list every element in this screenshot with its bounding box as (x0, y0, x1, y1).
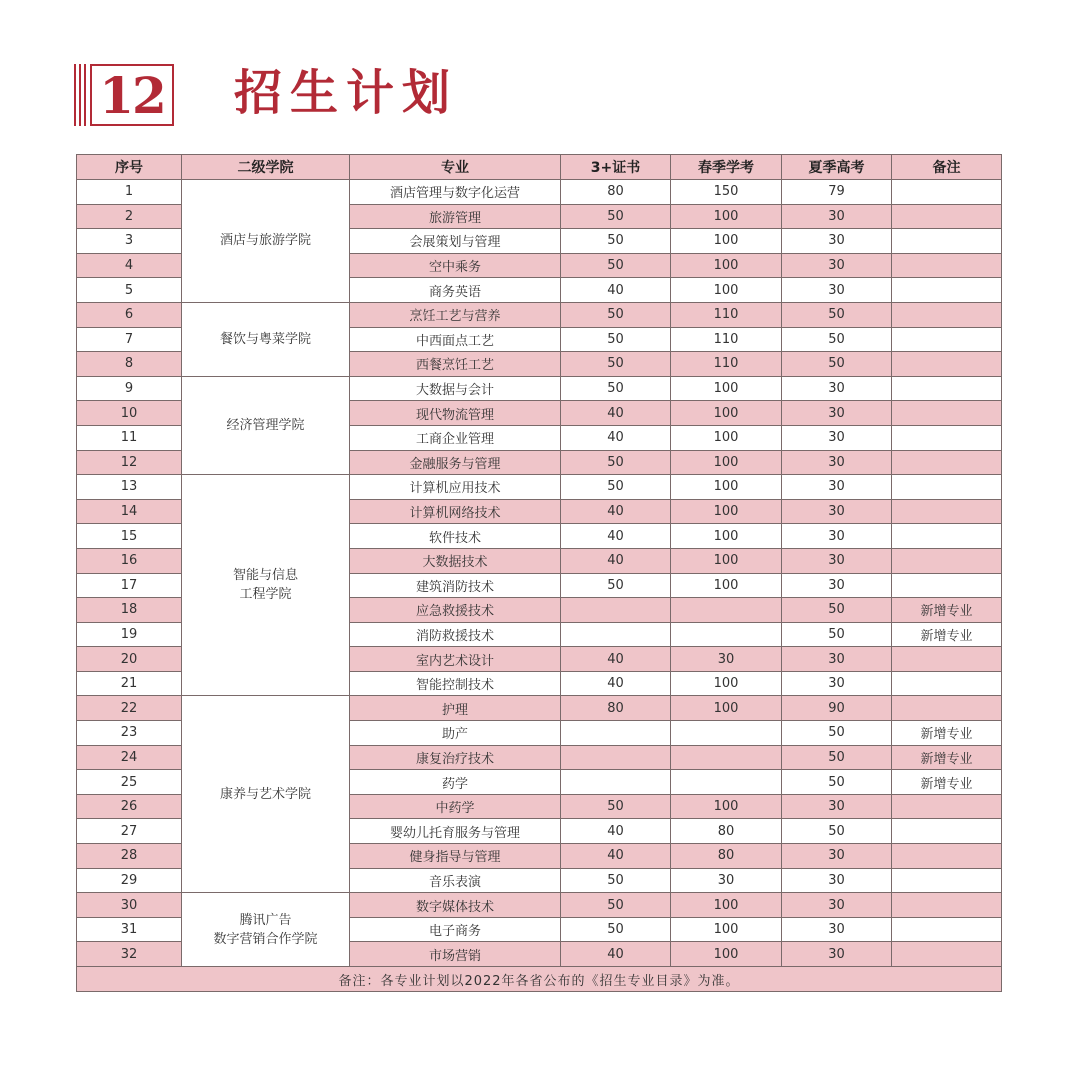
summer-exam-cell: 30 (782, 229, 892, 254)
spring-exam-cell: 100 (671, 548, 782, 573)
note-cell (892, 376, 1002, 401)
note-cell (892, 819, 1002, 844)
section-number: 12 (90, 64, 174, 126)
note-cell (892, 302, 1002, 327)
seq-cell: 22 (77, 696, 182, 721)
major-cell: 会展策划与管理 (350, 229, 561, 254)
note-cell: 新增专业 (892, 770, 1002, 795)
spring-exam-cell: 100 (671, 401, 782, 426)
spring-exam-cell: 80 (671, 819, 782, 844)
major-cell: 现代物流管理 (350, 401, 561, 426)
summer-exam-cell: 79 (782, 180, 892, 205)
spring-exam-cell: 100 (671, 893, 782, 918)
note-cell: 新增专业 (892, 622, 1002, 647)
cert-cell: 40 (561, 671, 671, 696)
table-footnote-row (77, 967, 1002, 992)
summer-exam-cell: 30 (782, 499, 892, 524)
major-cell: 应急救援技术 (350, 598, 561, 623)
spring-exam-cell: 30 (671, 647, 782, 672)
badge-stripe (84, 64, 86, 126)
summer-exam-cell: 30 (782, 573, 892, 598)
seq-cell: 6 (77, 302, 182, 327)
major-cell: 数字媒体技术 (350, 893, 561, 918)
summer-exam-cell: 50 (782, 770, 892, 795)
seq-cell: 5 (77, 278, 182, 303)
spring-exam-cell: 80 (671, 844, 782, 869)
cert-cell: 40 (561, 425, 671, 450)
summer-exam-cell: 50 (782, 302, 892, 327)
spring-exam-cell: 100 (671, 671, 782, 696)
seq-cell: 18 (77, 598, 182, 623)
seq-cell: 31 (77, 917, 182, 942)
summer-exam-cell: 30 (782, 524, 892, 549)
cert-cell (561, 721, 671, 746)
table-footnote: 备注：各专业计划以2022年各省公布的《招生专业目录》为准。 (77, 967, 1002, 992)
college-cell: 智能与信息 工程学院 (182, 475, 350, 696)
summer-exam-cell: 30 (782, 647, 892, 672)
seq-cell: 10 (77, 401, 182, 426)
spring-exam-cell: 100 (671, 499, 782, 524)
major-cell: 空中乘务 (350, 253, 561, 278)
seq-cell: 4 (77, 253, 182, 278)
summer-exam-cell: 30 (782, 868, 892, 893)
summer-exam-cell: 30 (782, 475, 892, 500)
cert-cell: 50 (561, 475, 671, 500)
note-cell (892, 425, 1002, 450)
note-cell (892, 352, 1002, 377)
major-cell: 西餐烹饪工艺 (350, 352, 561, 377)
seq-cell: 30 (77, 893, 182, 918)
column-header-spring-exam: 春季学考 (671, 155, 782, 180)
summer-exam-cell: 50 (782, 327, 892, 352)
spring-exam-cell: 30 (671, 868, 782, 893)
seq-cell: 7 (77, 327, 182, 352)
table-row (77, 180, 1002, 205)
summer-exam-cell: 50 (782, 721, 892, 746)
note-cell (892, 401, 1002, 426)
section-number-badge (74, 64, 172, 126)
spring-exam-cell (671, 721, 782, 746)
cert-cell: 50 (561, 253, 671, 278)
seq-cell: 29 (77, 868, 182, 893)
seq-cell: 28 (77, 844, 182, 869)
note-cell (892, 917, 1002, 942)
major-cell: 室内艺术设计 (350, 647, 561, 672)
summer-exam-cell: 30 (782, 942, 892, 967)
seq-cell: 32 (77, 942, 182, 967)
summer-exam-cell: 50 (782, 352, 892, 377)
cert-cell: 40 (561, 499, 671, 524)
major-cell: 消防救援技术 (350, 622, 561, 647)
seq-cell: 23 (77, 721, 182, 746)
spring-exam-cell: 100 (671, 204, 782, 229)
cert-cell: 50 (561, 302, 671, 327)
cert-cell: 50 (561, 229, 671, 254)
spring-exam-cell: 100 (671, 450, 782, 475)
summer-exam-cell: 30 (782, 450, 892, 475)
major-cell: 金融服务与管理 (350, 450, 561, 475)
summer-exam-cell: 50 (782, 745, 892, 770)
page-title: 招生计划 (234, 65, 459, 121)
table-row (77, 893, 1002, 918)
cert-cell (561, 745, 671, 770)
college-cell: 酒店与旅游学院 (182, 180, 350, 303)
seq-cell: 11 (77, 425, 182, 450)
note-cell: 新增专业 (892, 745, 1002, 770)
major-cell: 电子商务 (350, 917, 561, 942)
major-cell: 旅游管理 (350, 204, 561, 229)
note-cell: 新增专业 (892, 721, 1002, 746)
summer-exam-cell: 30 (782, 794, 892, 819)
note-cell (892, 253, 1002, 278)
cert-cell: 40 (561, 401, 671, 426)
cert-cell: 80 (561, 180, 671, 205)
seq-cell: 13 (77, 475, 182, 500)
major-cell: 软件技术 (350, 524, 561, 549)
spring-exam-cell: 100 (671, 278, 782, 303)
cert-cell: 40 (561, 844, 671, 869)
badge-stripe (79, 64, 81, 126)
cert-cell: 50 (561, 204, 671, 229)
summer-exam-cell: 30 (782, 253, 892, 278)
cert-cell: 50 (561, 327, 671, 352)
seq-cell: 16 (77, 548, 182, 573)
seq-cell: 26 (77, 794, 182, 819)
major-cell: 智能控制技术 (350, 671, 561, 696)
note-cell (892, 278, 1002, 303)
cert-cell: 50 (561, 352, 671, 377)
cert-cell: 40 (561, 942, 671, 967)
seq-cell: 20 (77, 647, 182, 672)
cert-cell: 50 (561, 917, 671, 942)
note-cell (892, 548, 1002, 573)
major-cell: 建筑消防技术 (350, 573, 561, 598)
summer-exam-cell: 50 (782, 622, 892, 647)
major-cell: 大数据与会计 (350, 376, 561, 401)
spring-exam-cell: 100 (671, 917, 782, 942)
note-cell (892, 573, 1002, 598)
summer-exam-cell: 30 (782, 893, 892, 918)
table-row (77, 302, 1002, 327)
note-cell (892, 844, 1002, 869)
note-cell (892, 942, 1002, 967)
note-cell (892, 893, 1002, 918)
spring-exam-cell: 100 (671, 696, 782, 721)
spring-exam-cell: 100 (671, 475, 782, 500)
cert-cell: 40 (561, 278, 671, 303)
cert-cell: 40 (561, 647, 671, 672)
major-cell: 计算机应用技术 (350, 475, 561, 500)
major-cell: 音乐表演 (350, 868, 561, 893)
spring-exam-cell: 100 (671, 425, 782, 450)
column-header-note: 备注 (892, 155, 1002, 180)
column-header-summer-exam: 夏季高考 (782, 155, 892, 180)
major-cell: 大数据技术 (350, 548, 561, 573)
seq-cell: 21 (77, 671, 182, 696)
summer-exam-cell: 30 (782, 844, 892, 869)
spring-exam-cell: 110 (671, 327, 782, 352)
major-cell: 商务英语 (350, 278, 561, 303)
enrollment-plan-table (76, 154, 1002, 992)
cert-cell: 40 (561, 548, 671, 573)
major-cell: 药学 (350, 770, 561, 795)
note-cell (892, 229, 1002, 254)
note-cell: 新增专业 (892, 598, 1002, 623)
seq-cell: 2 (77, 204, 182, 229)
note-cell (892, 180, 1002, 205)
cert-cell: 80 (561, 696, 671, 721)
table-row (77, 475, 1002, 500)
summer-exam-cell: 30 (782, 917, 892, 942)
note-cell (892, 794, 1002, 819)
note-cell (892, 868, 1002, 893)
note-cell (892, 647, 1002, 672)
note-cell (892, 450, 1002, 475)
spring-exam-cell: 110 (671, 302, 782, 327)
seq-cell: 15 (77, 524, 182, 549)
summer-exam-cell: 30 (782, 204, 892, 229)
badge-stripe (74, 64, 76, 126)
spring-exam-cell: 100 (671, 524, 782, 549)
summer-exam-cell: 30 (782, 376, 892, 401)
major-cell: 护理 (350, 696, 561, 721)
spring-exam-cell (671, 770, 782, 795)
note-cell (892, 671, 1002, 696)
spring-exam-cell: 110 (671, 352, 782, 377)
seq-cell: 24 (77, 745, 182, 770)
college-cell: 餐饮与粤菜学院 (182, 302, 350, 376)
major-cell: 烹饪工艺与营养 (350, 302, 561, 327)
note-cell (892, 524, 1002, 549)
cert-cell (561, 770, 671, 795)
college-cell: 经济管理学院 (182, 376, 350, 474)
seq-cell: 17 (77, 573, 182, 598)
note-cell (892, 499, 1002, 524)
spring-exam-cell (671, 745, 782, 770)
summer-exam-cell: 50 (782, 598, 892, 623)
cert-cell: 50 (561, 794, 671, 819)
major-cell: 市场营销 (350, 942, 561, 967)
spring-exam-cell: 100 (671, 573, 782, 598)
seq-cell: 27 (77, 819, 182, 844)
cert-cell: 50 (561, 573, 671, 598)
major-cell: 工商企业管理 (350, 425, 561, 450)
table-row (77, 376, 1002, 401)
note-cell (892, 696, 1002, 721)
table-header-row (77, 155, 1002, 180)
major-cell: 计算机网络技术 (350, 499, 561, 524)
cert-cell: 50 (561, 868, 671, 893)
college-cell: 腾讯广告 数字营销合作学院 (182, 893, 350, 967)
major-cell: 康复治疗技术 (350, 745, 561, 770)
note-cell (892, 475, 1002, 500)
spring-exam-cell: 100 (671, 794, 782, 819)
spring-exam-cell: 100 (671, 229, 782, 254)
seq-cell: 1 (77, 180, 182, 205)
column-header-college: 二级学院 (182, 155, 350, 180)
column-header-seq: 序号 (77, 155, 182, 180)
seq-cell: 8 (77, 352, 182, 377)
cert-cell: 40 (561, 819, 671, 844)
college-cell: 康养与艺术学院 (182, 696, 350, 893)
summer-exam-cell: 30 (782, 548, 892, 573)
summer-exam-cell: 30 (782, 278, 892, 303)
note-cell (892, 204, 1002, 229)
spring-exam-cell (671, 598, 782, 623)
summer-exam-cell: 30 (782, 401, 892, 426)
cert-cell: 50 (561, 450, 671, 475)
major-cell: 酒店管理与数字化运营 (350, 180, 561, 205)
seq-cell: 19 (77, 622, 182, 647)
spring-exam-cell (671, 622, 782, 647)
seq-cell: 9 (77, 376, 182, 401)
column-header-cert: 3+证书 (561, 155, 671, 180)
spring-exam-cell: 150 (671, 180, 782, 205)
cert-cell: 50 (561, 893, 671, 918)
note-cell (892, 327, 1002, 352)
major-cell: 婴幼儿托育服务与管理 (350, 819, 561, 844)
major-cell: 助产 (350, 721, 561, 746)
summer-exam-cell: 30 (782, 425, 892, 450)
spring-exam-cell: 100 (671, 942, 782, 967)
spring-exam-cell: 100 (671, 376, 782, 401)
seq-cell: 12 (77, 450, 182, 475)
summer-exam-cell: 90 (782, 696, 892, 721)
summer-exam-cell: 30 (782, 671, 892, 696)
major-cell: 中西面点工艺 (350, 327, 561, 352)
spring-exam-cell: 100 (671, 253, 782, 278)
column-header-major: 专业 (350, 155, 561, 180)
cert-cell (561, 622, 671, 647)
seq-cell: 14 (77, 499, 182, 524)
table-row (77, 696, 1002, 721)
cert-cell: 50 (561, 376, 671, 401)
summer-exam-cell: 50 (782, 819, 892, 844)
cert-cell (561, 598, 671, 623)
seq-cell: 25 (77, 770, 182, 795)
major-cell: 健身指导与管理 (350, 844, 561, 869)
cert-cell: 40 (561, 524, 671, 549)
seq-cell: 3 (77, 229, 182, 254)
major-cell: 中药学 (350, 794, 561, 819)
